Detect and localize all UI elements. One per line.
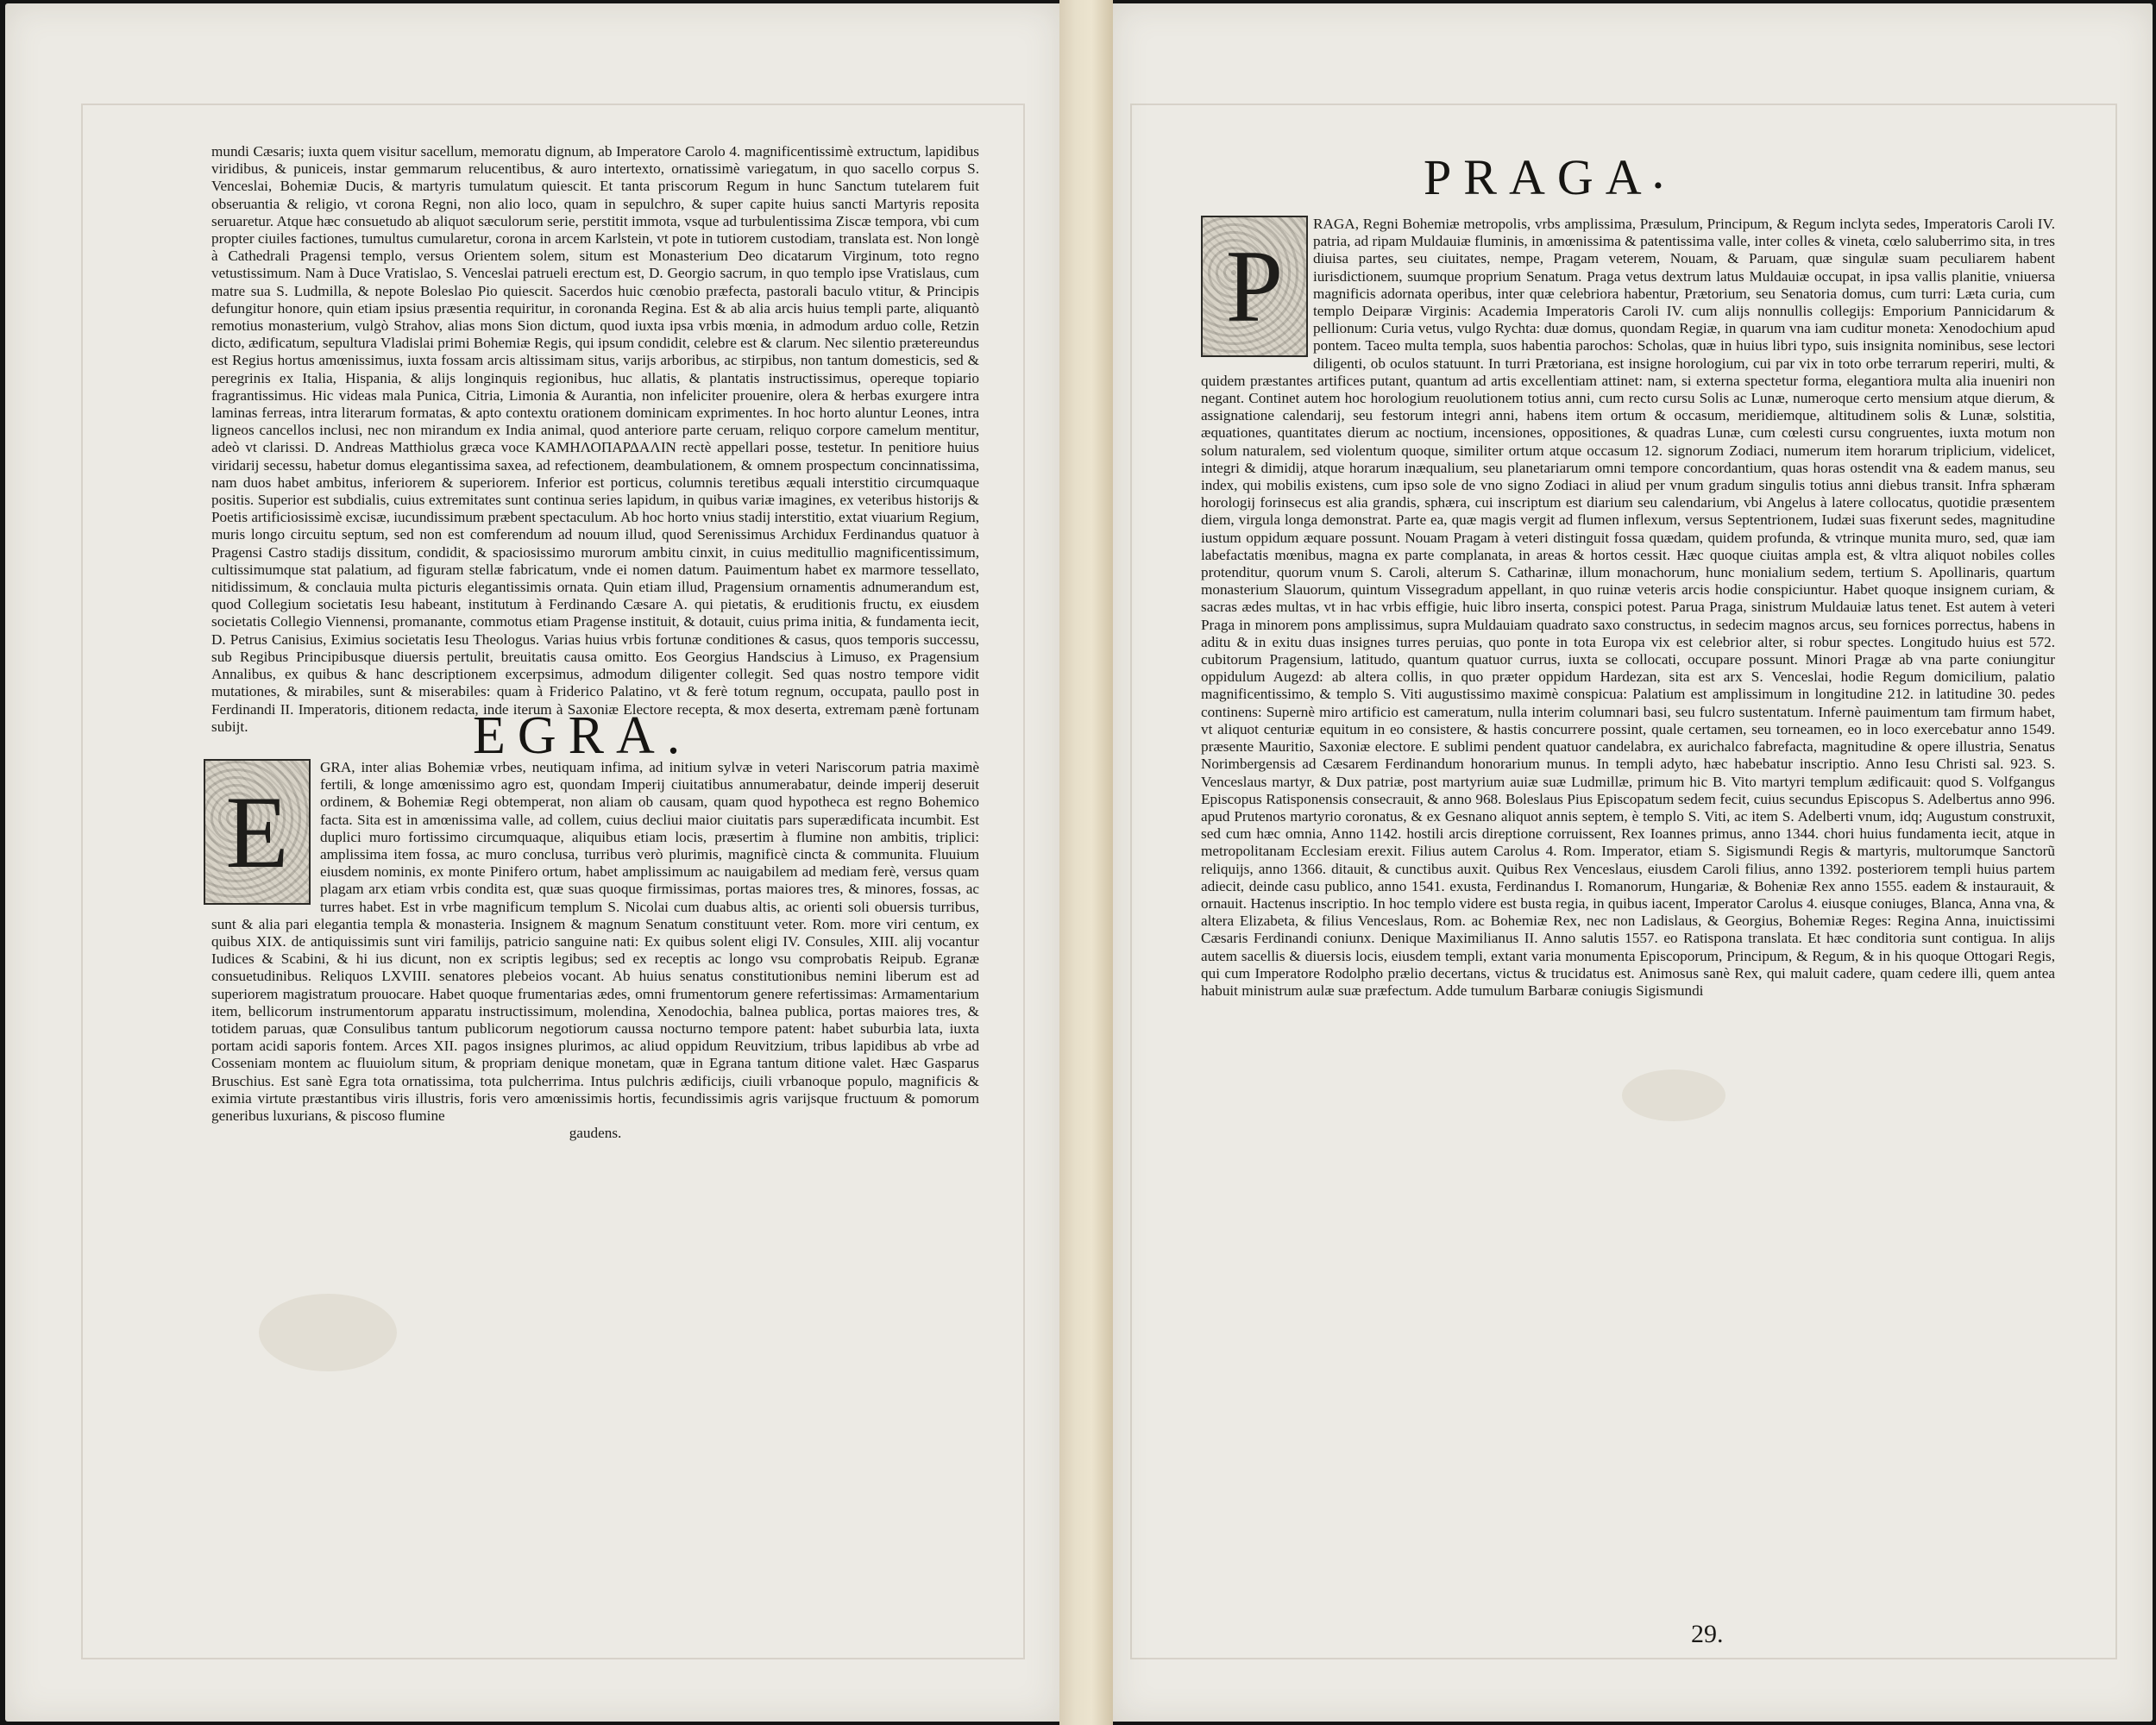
center-fold-strip	[1059, 0, 1113, 1725]
praga-heading-dot: •	[1653, 172, 1675, 200]
prague-continuation-text: mundi Cæsaris; iuxta quem visitur sacellum, memoratu dignum, ab Imperatore Carolo 4. magnificentissimè extructum, lapidibus viridibus, & puniceis, instar gemmarum relucentibus, & auro intertexto, ornatissimè variegatum, in quo sacello corpus S. Venceslai, Bohemiæ Ducis, & martyris tumulatum quiescit. Et tanta priscorum Regum in hunc Sanctum tutelarem fuit obseruantia & religio, vt corona Regni, non alio loco, quam in sepulchro, & super capite huius sancti Martyris reposita seruaretur. Atque hæc consuetudo ab aliquot sæculorum serie, perstitit immota, vsque ad turbulentissima Ziscæ tempora, vbi cum propter ciuiles factiones, tumultus cumularetur, corona in arcem Karlstein, vt pote in tutiorem custodiam, translata est. Non longè à Cathedrali Pragensi templo, versus Orientem solem, situm est Monasterium Deo dicatarum Virginum, toto regno vetustissimum. Nam à Duce Vratislao, S. Venceslai patrueli erectum est, D. Georgio sacrum, in quo templo ipse Vratislaus, cum matre sua S. Ludmilla, & nepote Boleslao Pio quiescit. Sacerdos huic cœnobio præfecta, pastorali baculo vtitur, & Principis defungitur honore, quin etiam ipsius præsentia requiritur, in coronanda Regina. Est & ab alia arcis huius templi parte, aliquantò remotius monasterium, vulgò Strahov, alias mons Sion dictum, quod iuxta ipsa vrbis mœnia, in admodum arduo colle, Retzin dicto, ædificatum, sepultura Vladislai primi Bohemiæ Regis, qui ipsum condidit, celebre est & clarum. Nec silentio prætereundus est Regius hortus amœnissimus, iuxta fossam arcis altissimam situs, varijs arboribus, ac stirpibus, non tantum domesticis, sed & peregrinis ex Italia, Hispania, & alijs longinquis regionibus, huc allatis, & plantatis instructissimus, opereque topiario fragrantissimus. Hic videas mala Punica, Citria, Limonia & Aurantia, non infeliciter prouenire, olera & herbas exurgere intra laminas ferreas, intra literarum formatas, & apto contextu orationem dominicam exprimentes. In hoc horto aluntur Leones, intra ligneos cancellos inclusi, nec non mirandum ex India animal, quod anteriore parte ceruam, reliquo corpore camelum mentitur, adeò vt clarissi. D. Andreas Matthiolus græca voce ΚΑΜΗΛΟΠΑΡΔΑΛΙΝ rectè appellari posse, testetur. In penitiore huius viridarij secessu, habetur domus elegantissima saxea, ad refectionem, deambulationem, & omnem prospectum concinnatissima, nam duos habet ambitus, inferiorem & superiorem. Inferior est porticus, columnis teretibus æquali interstitio circumquaque positis. Superior est subdialis, cuius extremitates sunt continua series lapidum, in quibus variæ imagines, ex veteribus historijs & Poetis artificiosissimè excisæ, iucundissimum præbent spectaculum. Ab hoc horto vnius stadij interstitio, extat viuarium Regium, muris longo circuitu septum, sed non est comferendum ad nouum illud, quod Serenissimus Archidux Ferdinandus quatuor à Pragensi Castro stadijs dissitum, condidit, & spaciosissimo murorum ambitu cinxit, in cuius meditullio magnificentissimum, cultissimumque stat palatium, ad figuram stellæ fabricatum, vnde ei nomen datum. Pauimentum habet ex marmore tessellato, nitidissimum, & conclauia multa picturis elegantissimis ornata. Quin etiam illud, Pragensium ornamentis adnumerandum est, quod Collegium societatis Iesu habeant, institutum à Ferdinando Cæsare A. qui pietatis, & eruditionis fructu, ex eiusdem societatis Collegio Viennensi, promanante, commotus etiam Pragense instituit, & dotauit, cuius prima initia, & fundamenta iecit, D. Petrus Canisius, Eximius societatis Iesu Theologus. Varias huius vrbis fortunæ conditiones & casus, quos temporis successu, sub Regibus Principibusque diuersis pertulit, breuitatis causa omitto. Eos Georgius Handscius à Limuso, ex Pragensium Annalibus, ex quibus & hanc descriptionem excerpsimus, admodum diligenter collegit. Sed quas nostro tempore vidit mutationes, & mirabiles, sunt & miserabiles: quam à Friderico Palatino, vt & ferè totum regnum, occupata, paullo post in Ferdinandi II. Imperatoris, ditionem redacta, inde iterum à Saxoniæ Electore recepta, & mox deserta, extremam pænè fortunam subijt.	[211, 143, 979, 735]
praga-text-block	[1201, 216, 2055, 1000]
egra-heading: EGRA.	[473, 706, 693, 765]
initial-spacer	[1201, 216, 1313, 357]
egra-tail: gaudens.	[569, 1125, 622, 1142]
praga-heading	[1424, 148, 1675, 206]
initial-spacer	[211, 759, 320, 900]
praga-text: RAGA, Regni Bohemiæ metropolis, vrbs amplissima, Præsulum, Principum, & Regum inclyta sedes, Imperatoris Caroli IV. patria, ad ripam Muldauiæ fluminis, in amœnissima & patentissima valle, inter colles & vineta, cœlo saluberrimo sita, in tres diuisa partes, seu ciuitates, nempe, Pragam veterem, Nouam, & Paruam, quæ singulæ suam peculiarem habent iurisdictionem, suumque proprium Senatum. Praga vetus dextrum latus Muldauiæ occupat, in ipsa vallis planitie, vniuersa magnificis adornata operibus, inter quæ celebriora habentur, Prætorium, seu Senatoria domus, cum turri: Læta curia, cum templo Deiparæ Virginis: Academia Imperatoris Caroli IV. cum alijs nonnullis collegijs: Emporium Pannicidarum & pellionum: Curia vetus, vulgo Rychta: duæ domus, quondam Regiæ, in quarum vna iam cuditur moneta: Xenodochium apud pontem. Taceo multa templa, suos habentia parochos: Scholas, quæ in huius libri typo, suis insignita nominibus, sese lectori diligenti, ob oculos statuunt. In turri Prætoriana, est insigne horologium, cui par vix in toto orbe terrarum reperiri, multi, & quidem præstantes artifices putant, quantum ad artis excellentiam attinet: nam, si externa spectetur forma, elegantiora multa alia inueniri non negant. Continet autem hoc horologium reuolutionem totius anni, cum recto cursu Solis ac Lunæ, numeroque certo mensium atque dierum, & assignatione calendarij, seu festorum integri anni, habens item ortum & occasum, meridiemque, altitudinem solis & Lunæ, solstitia, æquationes, quantitates dierum ac noctium, incensiones, oppositiones, & quadras Lunæ, cum cœlesti cursu congruentes, iuxta motum non solum naturalem, sed violentum quoque, similiter ortum atque occasum 12. signorum Zodiaci, numerum item horarum triplicium, videlicet, integri & dimidij, atque horarum inæqualium, seu planetariarum omni tempore concordantium, quas horas ostendit vna & eadem manus, seu index, qui mobilis existens, cum ipso sole de vno signo Zodiaci in aliud per vnum gradum singulis totius anni diebus transit. Infra sphæram horologij forinsecus est alia grandis, sphæra, cui inscriptum est diarium seu calendarium, vbi Angelus à latere collocatus, quotidie præsentem diem, virgula longa demonstrat. Parte ea, quæ magis vergit ad flumen inflexum, versus Septentrionem, Iudæi suas fixerunt sedes, magnitudine iustum oppidum æquare possunt. Nouam Pragam à veteri distinguit fossa quædam, quidem profunda, & vtrinque munita muro, sed, quæ iam labefactatis mœnibus, magna ex parte complanata, in areas & hortos cessit. Hæc quoque ciuitas ampla est, & vltra aliquot nobiles colles protenditur, quorum vnum S. Caroli, alterum S. Catharinæ, illum monachorum, hunc monialium sedem, tertium S. Apollinaris, quartum monasterium Slauorum, quintum Vissegradum appellant, in quo ruinæ veteris arcis hodie conspiciuntur. Habet quoque insignem curiam, & sacras ædes multas, vt in hac vrbis effigie, huic libro inserta, conspici potest. Parua Praga, sinistrum Muldauiæ latus tenet. Est autem à veteri Praga in minorem pons amplissimus, supra Muldauiam quadrato saxo constructus, in sedecim magnos arcus, seu fornices porrectus, habens in aditu & in exitu duas insignes turres peruias, quo ponte in tota Europa vix est celebrior alter, si robur spectes. Longitudo huius est 572. cubitorum Pragensium, latitudo, quantum quatuor currus, iuxta se collocati, occupare possunt. Minori Pragæ ab vna parte coniungitur oppidulum Augezd: ab altera collis, in quo præter oppidum Hardezan, sita est arx S. Venceslai, hodie Regum domicilium, palatio magnificentissimo, & templo S. Viti augustissimo maximè conspicua: Palatium est amplissimum in longitudine 212. in latitudine 30. pedes continens: Supernè miro artificio est cameratum, nulla interim columnari basi, seu fulcro sustentatum. Infernè pauimentum tam firmum habet, vt aliquot centuriæ equitum in eo consistere, & hastis concurrere possint, quale certamen, seu torneamen, eo in loco exercebatur anno 1549. præsente Mauritio, Saxoniæ electore. E sublimi pendent quatuor candelabra, ex aurichalco fabrefacta, magnitudine & opere illustria, Senatus Norimbergensis ad Cæsarem Ferdinandum honorarium munus. In templi adyto, hæc habebatur inscriptio. Anno Iesu Christi sal. 923. S. Venceslaus martyr, & Dux patriæ, post martyrium auiæ suæ Ludmillæ, primum hic B. Vito martyri templum ædificauit: quod S. Volfgangus Episcopus Ratisponensis consecrauit, & anno 968. Boleslaus Pius Episcopatum sedem fecit, cuius secundus Episcopus S. Adelbertus anno 996. apud Prutenos martyrio coronatus, & ex Gesnano aliquot annis septem, è templo S. Viti, ac item S. Adelberti vnum, idq; Augustum construxit, sed cum hæc omnia, Anno 1142. hostili arcis direptione corruissent, Rex Ioannes primus, anno 1344. chori huius fundamenta iecit, atque in metropolitanam Ecclesiam erexit. Filius autem Carolus 4. Rom. Imperator, etiam S. Sigismundi Regis & martyris, multorumque Sanctorũ reliquijs, anno 1366. ditauit, & cunctibus auxit. Quibus Rex Venceslaus, eiusdem Caroli filius, anno 1392. posteriorem templi huius partem adiecit, deinde casu publico, anno 1541. exusta, Ferdinandus I. Romanorum, Hungariæ, & Boheniæ Rex anno 1555. eadem & instaurauit, & ornauit. Hactenus inscriptio. In hoc templo videre est busta regia, in quibus iacent, Imperator Carolus 4. eiusque coniuges, Blanca, Anna vna, & altera Elizabeta, & filius Venceslaus, Rom. ac Bohemiæ Rex, nec non Ladislaus, & Georgius, Bohemiæ Reges: Regina Anna, inuictissimi Cæsaris Ferdinandi coniunx. Denique Maximilianus II. Anno salutis 1557. eo Ratispona translata. Et hæc conditoria sunt contigua. In alijs autem sacellis & diuersis locis, eiusdem templi, extant varia monumenta Episcoporum, Principum, & Regum, & in his quoque Ottogari Regis, qui cum Imperatore Rodolpho prælio decertans, victus & trucidatus est. Animosus sanè Rex, qui maluit cadere, quam cedere illi, quem antea habuit ministrum aulæ suæ præfectum. Adde tumulum Barbaræ coniugis Sigismundi	[1201, 216, 2055, 999]
egra-text: GRA, inter alias Bohemiæ vrbes, neutiquam infima, ad initium sylvæ in veteri Nariscorum patria maximè fertili, & longe amœnissimo agro est, quondam Imperij ciuitatibus annumerabatur, deinde imperij deseruit ordinem, & Bohemiæ Regi obtemperat, non aliam ob causam, quam quod hypotheca est regno Bohemico facta. Sita est in amœnissima valle, ad collem, cuius decliui maior ciuitatis pars superædificata incumbit. Est duplici muro fortissimo circumquaque, aliquibus etiam locis, præsertim à flumine non ambitis, triplici: amplissima item fossa, ac muro conclusa, turribus verò plurimis, magnificè cincta & communita. Fluuium eiusdem nominis, ex monte Pinifero ortum, habet amplissimum ac nauigabilem ad mediam ferè, versus quam plagam arx etiam vrbis condita est, quæ suas quoque firmissimas, portas maiores tres, & minores, fossas, ac turres habet. Est in vrbe magnificum templum S. Nicolai cum duabus altis, ac orienti soli obuersis turribus, sunt & alia pari elegantia templa & monasteria. Insignem & magnum Senatum constituunt veter. Rom. more viri centum, ex quibus XIX. de antiquissimis sunt viri familijs, patricio sanguine nati: Ex quibus solent eligi IV. Consules, XIII. alij vocantur Iudices & Scabini, & hi ius dicunt, non ex scriptis legibus; sed ex receptis ac longo vsu comprobatis Reipub. Egranæ consuetudinibus. Reliquos LXVIII. senatores plebeios vocant. Ab huius senatus constitutionibus nemini liberum est ad superiorem magistratum prouocare. Habet quoque frumentarias ædes, omni frumentorum genere refertissimas: Armamentarium item, bellicorum instrumentorum apparatu instructissimum, molendina, Xenodochia, balnea publica, portas maiores tres, & totidem paruas, quæ Consulibus tantum publicorum negotiorum caussa nocturno tempore patent: habet suburbia lata, iuxta portam acidi saporis fontem. Arces XII. pagos insignes plurimos, ac aliud oppidum Reuvitzium, tribus lapidibus ab vrbe ad Cosseniam montem ac fluuiolum situm, & propriam denique monetam, quæ in Egrana tantum ditione valet. Hæc Gasparus Bruschius. Est sanè Egra tota ornatissima, tota pulcherrima. Intus pulchris ædificijs, ciuili vrbanoque populo, magnificis & eximia virtute præstantibus viris illustris, foris vero amœnissimis hortis, fecundissimis agris varijsque fructuum & pomorum generibus luxurians, & piscoso flumine	[211, 759, 979, 1125]
egra-initial-letter: E	[225, 774, 289, 889]
praga-heading-text: PRAGA	[1424, 149, 1654, 205]
paper-stain	[259, 1294, 397, 1371]
page-number: 29.	[1691, 1620, 1724, 1648]
egra-text-block	[211, 759, 979, 1142]
praga-initial-letter: P	[1225, 229, 1284, 343]
egra-tail-line	[211, 1125, 979, 1142]
paper-stain	[1622, 1070, 1725, 1121]
